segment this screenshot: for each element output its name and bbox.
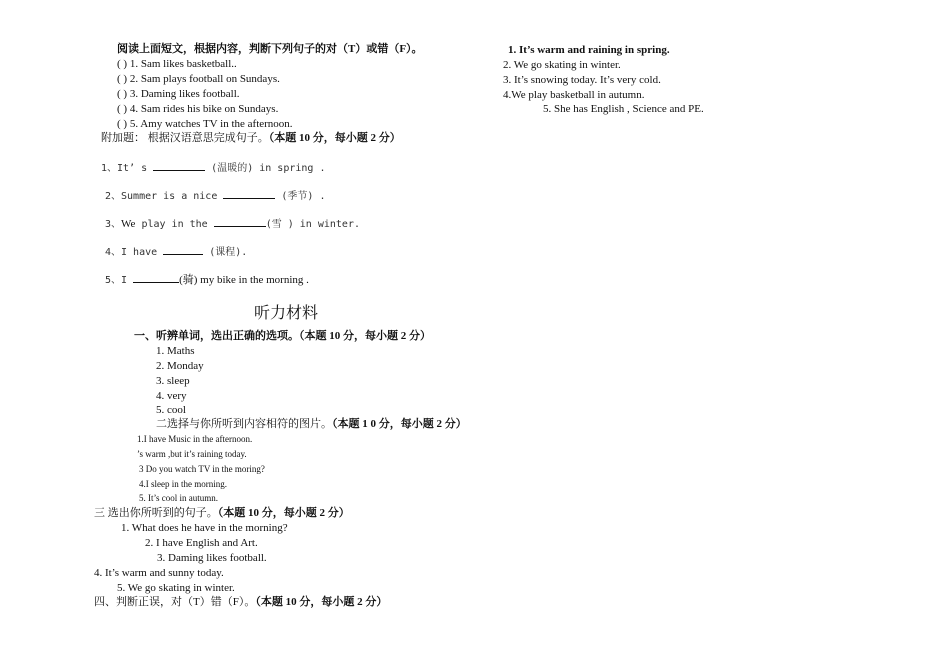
part1-item-4: 4. very [156,390,187,402]
bonus-points: （本题 10 分，每小题 2 分） [268,132,401,144]
bonus-q5-pre: 5、I [105,275,134,286]
answer-blank [214,215,266,227]
right-item-3: 3. It’s snowing today. It’s very cold. [503,74,661,86]
bonus-q1-pre: 1、It’ s [101,163,154,174]
bonus-question-5 [105,271,309,288]
bonus-q3-we: We [121,218,136,230]
reading-item-2: ( ) 2. Sam plays football on Sundays. [117,73,280,85]
bonus-question-2 [105,187,325,204]
bonus-heading-text: 附加题： 根据汉语意思完成句子。 [101,132,269,144]
part2-item-1: 1.I have Music in the afternoon. [137,434,253,444]
part3-item-3: 3. Daming likes football. [157,552,267,564]
bonus-q4-post: (课程). [203,247,248,258]
part3-item-4: 4. It’s warm and sunny today. [94,567,224,579]
part2-item-5: 5. It’s cool in autumn. [139,493,218,503]
bonus-question-3 [105,215,360,232]
part3-item-1: 1. What does he have in the morning? [121,522,288,534]
right-item-2: 2. We go skating in winter. [503,59,621,71]
bonus-q3-mid: play in the [135,219,214,230]
right-item-1: 1. It’s warm and raining in spring. [508,44,670,56]
answer-blank [163,243,203,255]
answer-blank [153,159,205,171]
bonus-q1-post: (温暖的) in spring . [205,163,326,174]
bonus-q2-post: (季节) . [275,191,326,202]
bonus-q5-post: (骑) my bike in the morning . [179,274,309,286]
part3-heading [94,506,350,520]
part1-item-2: 2. Monday [156,360,204,372]
part2-item-3: 3 Do you watch TV in the moring? [139,464,265,474]
reading-instruction: 阅读上面短文，根据内容，判断下列句子的对（T）或错（F）。 [117,43,423,55]
part1-item-5: 5. cool [156,404,186,416]
part3-points: （本题 10 分，每小题 2 分） [217,507,350,519]
part4-heading-text: 四、判断正误，对（T）错（F）。 [94,596,256,608]
listening-title: 听力材料 [254,303,319,322]
reading-item-1: ( ) 1. Sam likes basketball.. [117,58,237,70]
bonus-q2-pre: 2、Summer is a nice [105,191,224,202]
bonus-heading [101,131,401,145]
part3-item-5: 5. We go skating in winter. [117,582,235,594]
bonus-q3-num: 3、 [105,219,122,230]
bonus-q4-pre: 4、I have [105,247,164,258]
part1-item-3: 3. sleep [156,375,190,387]
part4-heading [94,595,387,609]
part3-heading-text: 三 选出你所听到的句子。 [94,507,218,519]
reading-item-5: ( ) 5. Amy watches TV in the afternoon. [117,118,293,130]
part4-points: （本题 10 分，每小题 2 分） [255,596,388,608]
bonus-question-4 [105,243,247,260]
reading-item-3: ( ) 3. Daming likes football. [117,88,240,100]
part2-heading [156,417,467,431]
part3-item-2: 2. I have English and Art. [145,537,258,549]
part1-item-1: 1. Maths [156,345,195,357]
answer-blank [223,187,275,199]
right-item-4: 4.We play basketball in autumn. [503,89,645,101]
part2-heading-text: 二选择与你所听到内容相符的图片。 [156,418,332,430]
part2-item-4: 4.I sleep in the morning. [139,479,227,489]
bonus-q3-post: (雪 ) in winter. [265,219,360,230]
right-item-5: 5. She has English , Science and PE. [543,103,704,115]
bonus-question-1 [101,159,325,176]
answer-blank [133,271,179,283]
part2-item-2: ’s warm ,but it’s raining today. [137,449,247,459]
part1-heading: 一、听辨单词，选出正确的选项。（本题 10 分，每小题 2 分） [134,330,431,342]
part2-points: （本题 1 0 分，每小题 2 分） [332,418,467,430]
reading-item-4: ( ) 4. Sam rides his bike on Sundays. [117,103,279,115]
